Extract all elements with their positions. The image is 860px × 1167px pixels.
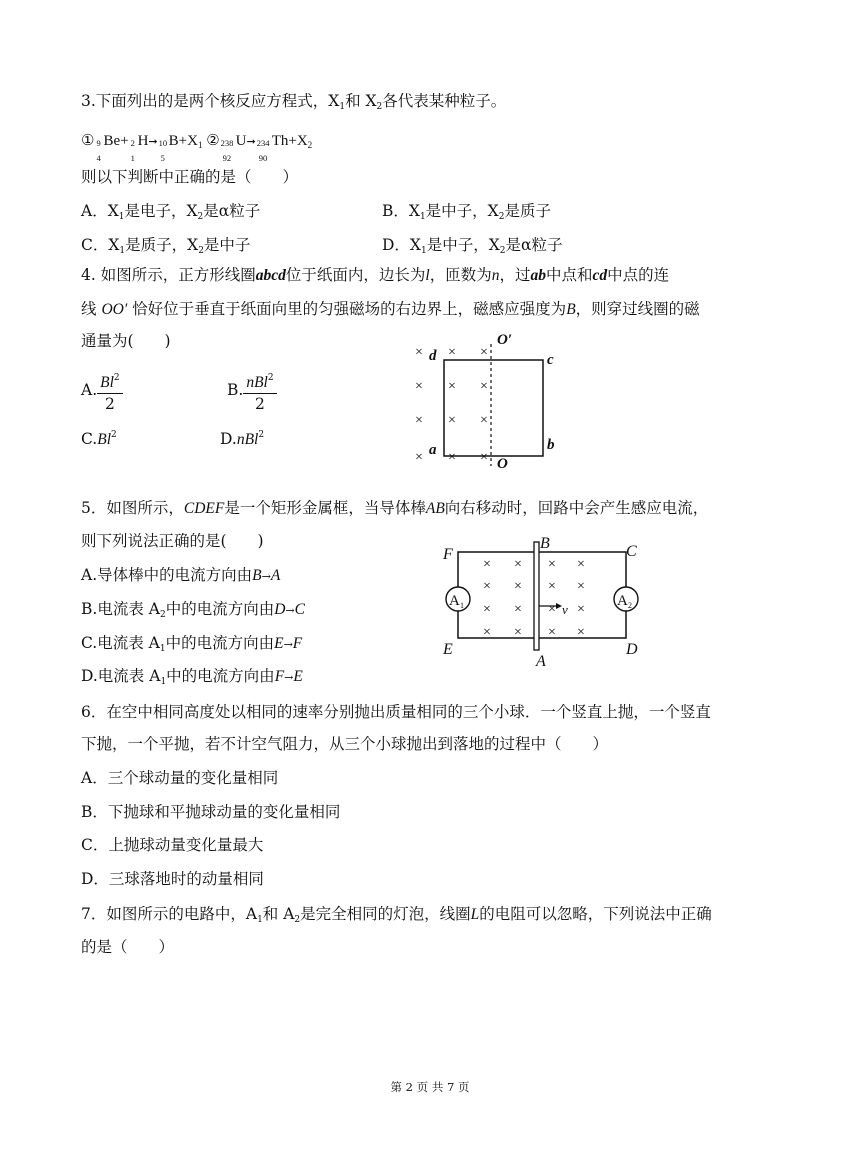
label-a: A: [536, 653, 546, 670]
svg-text:×: ×: [514, 557, 522, 572]
q5-option-d: D.电流表 $A_1$中的电流方向由F→E: [81, 667, 303, 687]
svg-text:×: ×: [483, 602, 491, 617]
page-footer: 第 2 页 共 7 页: [390, 1080, 470, 1094]
label-d: D: [626, 641, 638, 658]
q3-option-a: A．$X_1$是电子，$X_2$是α粒子: [81, 202, 261, 222]
label-f: F: [443, 546, 453, 563]
svg-text:A: A: [617, 593, 628, 609]
svg-text:×: ×: [448, 345, 456, 360]
svg-text:×: ×: [577, 625, 585, 640]
q4-option-a: A. $\frac{Bl^2}{2}$: [81, 368, 123, 414]
q4-coil-figure: [400, 326, 580, 476]
svg-text:×: ×: [480, 345, 488, 360]
label-d: d: [429, 348, 437, 364]
svg-text:×: ×: [577, 602, 585, 617]
q6-option-b: B．下抛球和平抛球动量的变化量相同: [81, 803, 341, 821]
svg-text:×: ×: [415, 379, 423, 394]
svg-text:×: ×: [448, 450, 456, 465]
label-o-prime: O′: [497, 332, 513, 348]
svg-text:×: ×: [448, 379, 456, 394]
svg-text:×: ×: [577, 579, 585, 594]
svg-text:×: ×: [548, 625, 556, 640]
q4-stem-line1: 4. 如图所示，正方形线圈abcd位于纸面内，边长为l，匝数为n，过ab中点和cd中点的连: [81, 266, 670, 284]
label-a: a: [429, 442, 437, 458]
svg-text:×: ×: [480, 413, 488, 428]
svg-text:×: ×: [415, 345, 423, 360]
q6-stem-line2: 下抛，一个平抛，若不计空气阻力，从三个小球抛出到落地的过程中（ ）: [81, 735, 609, 753]
q5-circuit-figure: [438, 532, 648, 672]
q5-option-a: A.导体棒中的电流方向由B→A: [81, 566, 281, 584]
q6-option-d: D．三球落地时的动量相同: [81, 870, 264, 888]
svg-text:×: ×: [448, 413, 456, 428]
q3-stem: 3.下面列出的是两个核反应方程式，$X_1$和 $X_2$各代表某种粒子。: [81, 92, 507, 112]
q4-stem-line3: 通量为( ): [81, 332, 171, 350]
q3-equations: ① 9 4 Be+ 2 1 H➞ 10 5 $B+X_1$ ② 238 92 U➞ 234 90 $Th+X_2$: [81, 133, 313, 163]
q4-option-d: D.nBl$^2$: [220, 430, 265, 448]
svg-text:×: ×: [415, 413, 423, 428]
svg-text:×: ×: [415, 450, 423, 465]
q7-stem-line1: 7．如图所示的电路中，$A_1$和 $A_2$是完全相同的灯泡，线圈L的电阻可以忽略，下列说法中正确: [81, 905, 712, 925]
svg-text:×: ×: [548, 602, 556, 617]
svg-text:×: ×: [514, 602, 522, 617]
q6-stem-line1: 6．在空中相同高度处以相同的速率分别抛出质量相同的三个小球．一个竖直上抛，一个竖直: [81, 703, 711, 721]
svg-text:×: ×: [548, 579, 556, 594]
label-o: O: [497, 456, 508, 472]
q3-option-c: C．$X_1$是质子，$X_2$是中子: [81, 236, 251, 256]
svg-text:2: 2: [628, 601, 632, 610]
q3-option-d: D．$X_1$是中子，$X_2$是α粒子: [382, 236, 563, 256]
q5-option-c: C.电流表 $A_1$中的电流方向由E→F: [81, 634, 303, 654]
label-v: v: [562, 602, 568, 617]
svg-text:×: ×: [514, 579, 522, 594]
q7-stem-line2: 的是（ ）: [81, 938, 175, 956]
q4-option-b: B. $\frac{nBl^2}{2}$: [227, 368, 277, 414]
svg-text:A: A: [449, 593, 460, 609]
q4-option-c: C.Bl$^2$: [81, 430, 117, 448]
svg-text:1: 1: [460, 601, 464, 610]
svg-text:×: ×: [483, 579, 491, 594]
svg-text:×: ×: [577, 557, 585, 572]
q4-stem-line2: 线 OO′ 恰好位于垂直于纸面向里的匀强磁场的右边界上，磁感应强度为B，则穿过线圈的磁: [81, 300, 700, 318]
label-e: E: [443, 641, 453, 658]
q3-prompt: 则以下判断中正确的是（ ）: [81, 168, 299, 186]
field-crosses: [415, 345, 488, 465]
q5-stem-line2: 则下列说法正确的是( ): [81, 532, 264, 550]
svg-text:×: ×: [548, 557, 556, 572]
q6-option-a: A．三个球动量的变化量相同: [81, 769, 279, 787]
conductor-rod: [534, 542, 539, 650]
label-c: C: [626, 543, 637, 560]
label-b: B: [540, 535, 550, 552]
svg-text:×: ×: [480, 379, 488, 394]
svg-text:×: ×: [480, 450, 488, 465]
svg-text:×: ×: [483, 625, 491, 640]
svg-text:×: ×: [483, 557, 491, 572]
label-c: c: [547, 352, 554, 368]
q3-option-b: B．$X_1$是中子，$X_2$是质子: [382, 202, 551, 222]
svg-text:×: ×: [514, 625, 522, 640]
coil-square: [444, 360, 543, 456]
q5-option-b: B.电流表 $A_2$中的电流方向由D→C: [81, 600, 305, 620]
q6-option-c: C．上抛球动量变化量最大: [81, 836, 264, 854]
label-b: b: [547, 437, 555, 453]
q5-stem-line1: 5．如图所示，CDEF是一个矩形金属框，当导体棒AB向右移动时，回路中会产生感应电流，: [81, 499, 709, 517]
